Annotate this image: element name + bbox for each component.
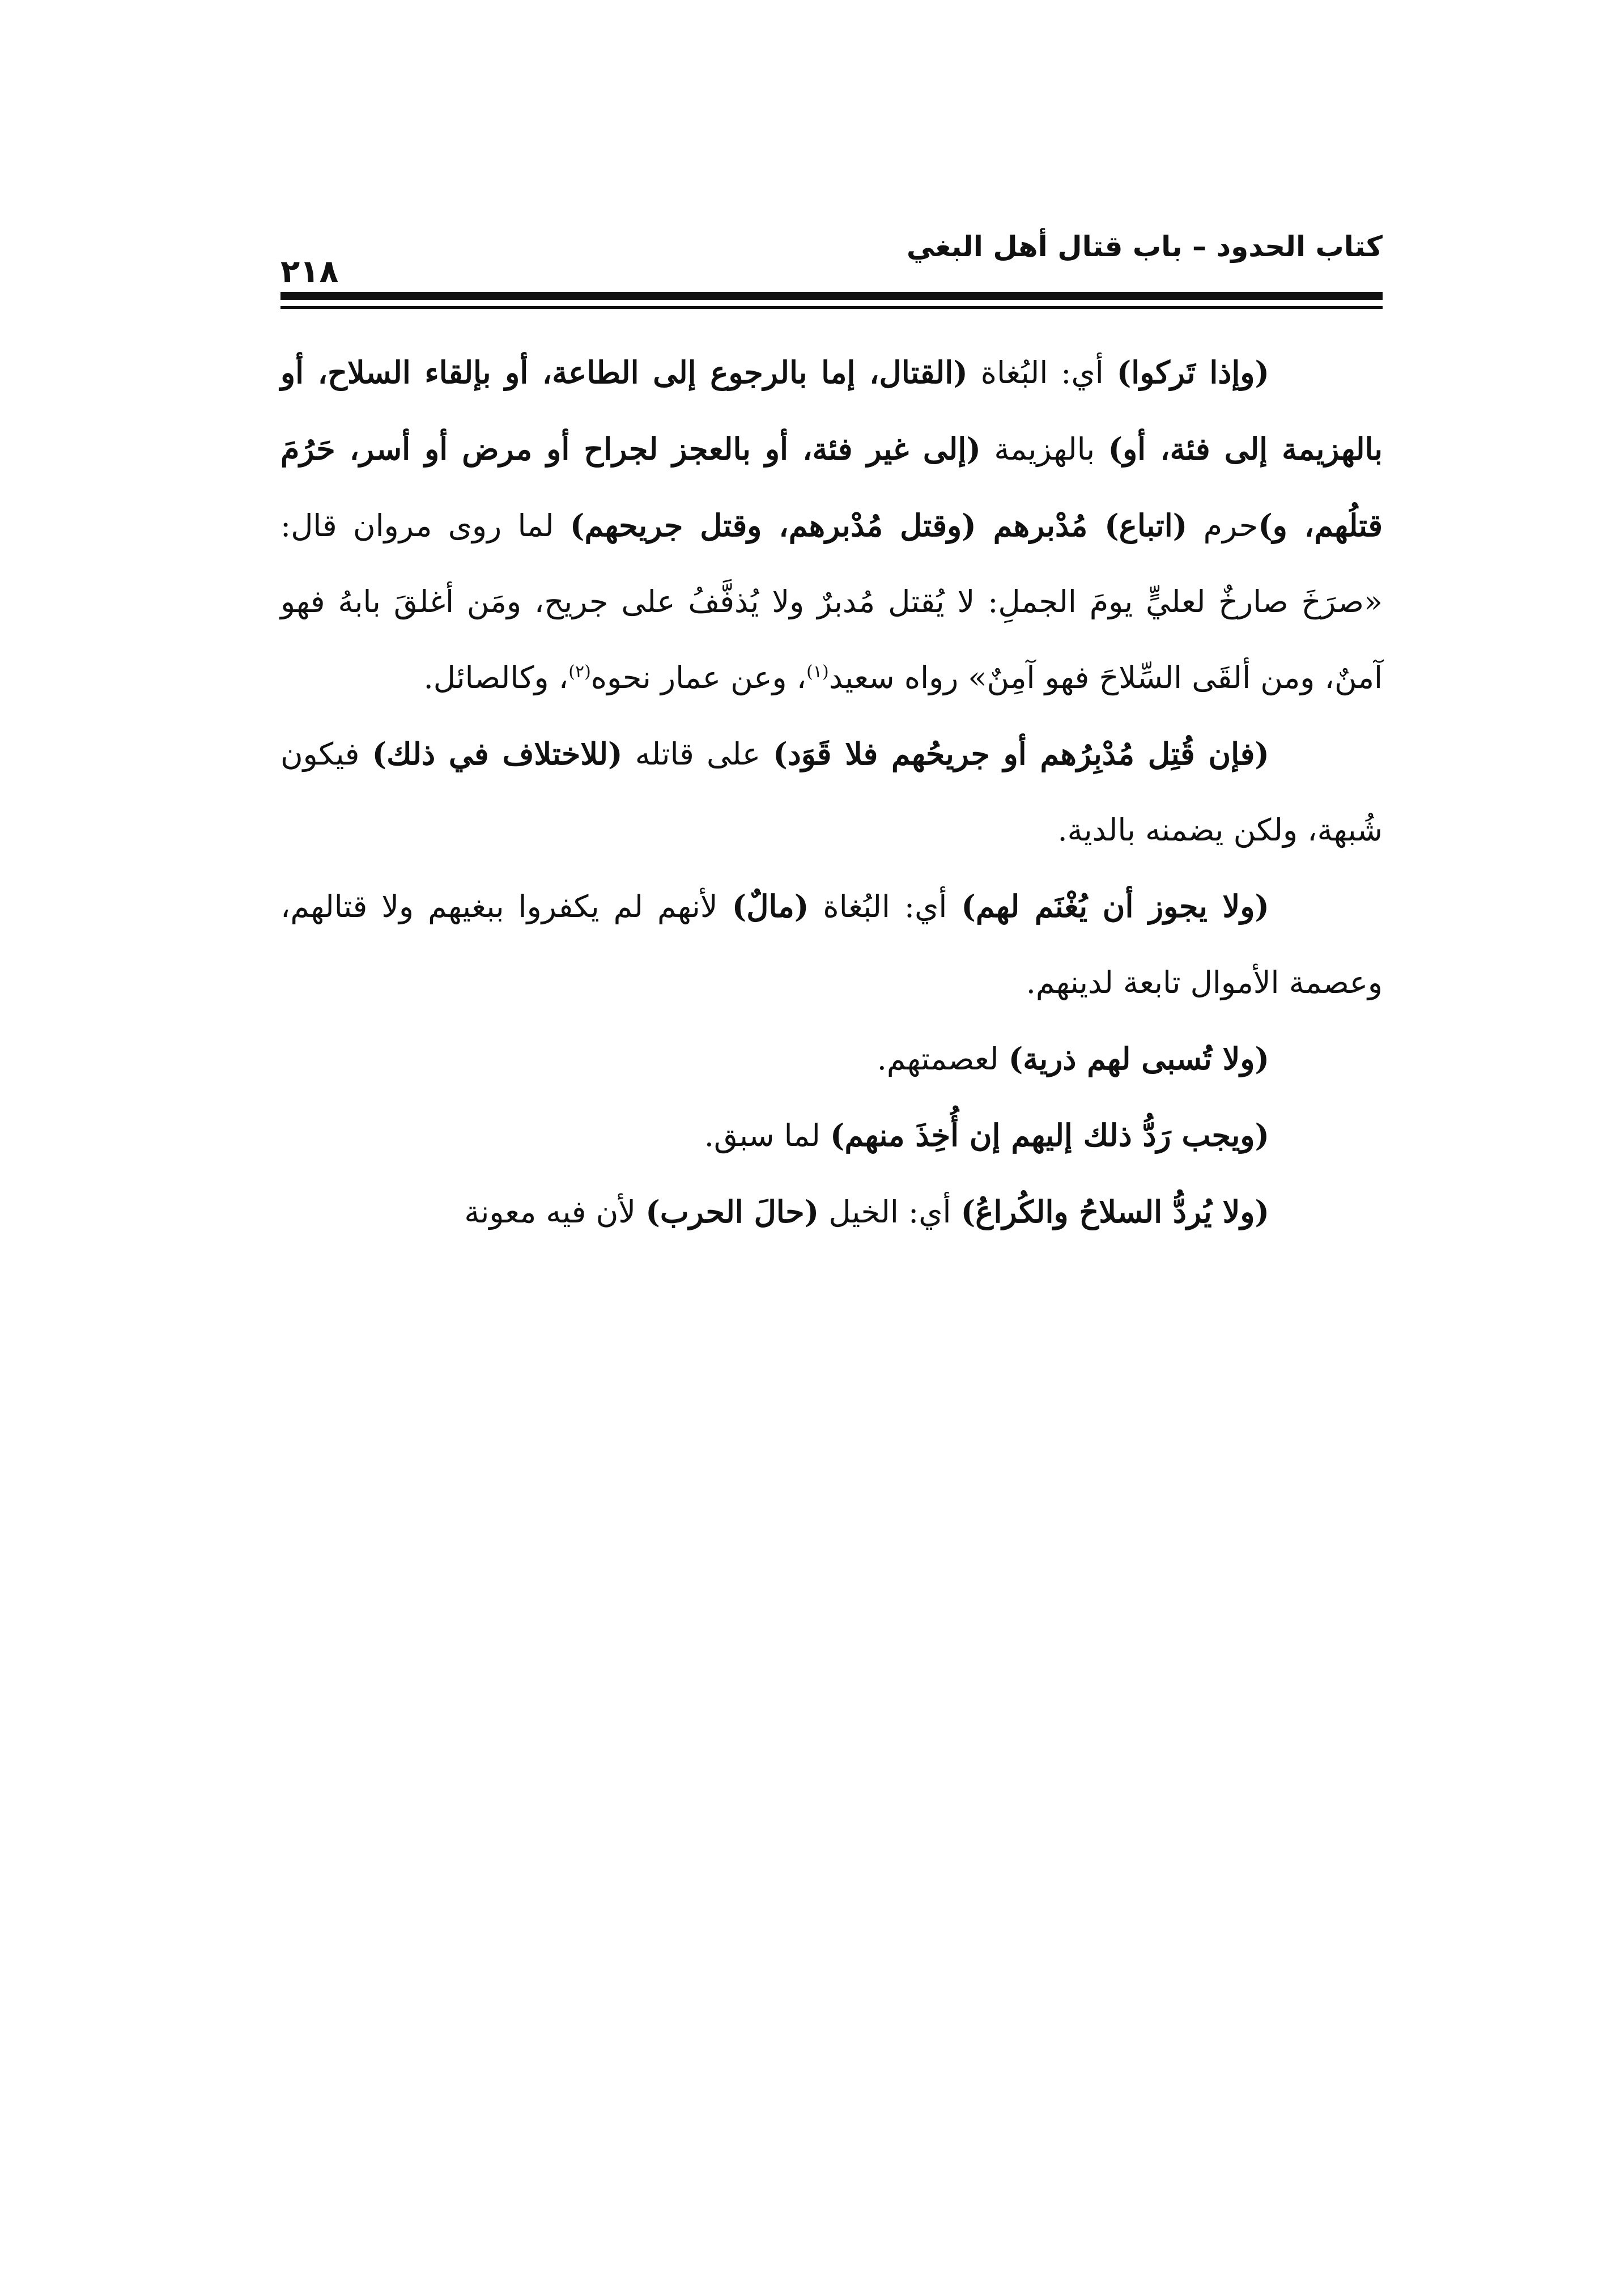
- page-number: ٢١٨: [280, 253, 339, 290]
- matn-text: (إلى غير فئة، أو بالعجز لجراح أو مرض أو أسر، حَرُمَ قتلُهم، و): [280, 431, 1383, 543]
- matn-text: (القتال، إما بالرجوع إلى الطاعة، أو بإلقاء السلاح، أو بالهزيمة إلى فئة، أو): [280, 354, 1383, 467]
- commentary-text: بالهزيمة: [980, 431, 1108, 467]
- matn-text: (مالٌ): [732, 888, 809, 924]
- commentary-text: لأنهم لم يكفروا ببغيهم ولا قتالهم، وعصمة الأموال تابعة لدينهم.: [280, 889, 1383, 1000]
- header-rule-thick: [280, 292, 1383, 300]
- running-title: كتاب الحدود – باب قتال أهل البغي: [906, 230, 1383, 263]
- commentary-text: لما روى مروان قال: «صرَخَ صارخٌ لعليٍّ يومَ الجملِ: لا يُقتل مُدبرٌ ولا يُذفَّفُ على جريح، ومَن أغلقَ بابهُ فهو آمنٌ، ومن ألقَى السِّلاحَ فهو آمِنٌ» رواه سعيد: [280, 508, 1383, 695]
- matn-text: (للاختلاف في ذلك): [372, 736, 623, 772]
- matn-text: (ولا يجوز أن يُغْنَم لهم): [961, 888, 1269, 924]
- commentary-text: على قاتله: [622, 736, 773, 772]
- commentary-text: حرم: [1187, 508, 1259, 543]
- commentary-text: لما سبق.: [704, 1118, 830, 1153]
- commentary-text: ، وعن عمار نحوه: [590, 660, 807, 695]
- paragraph: [280, 1021, 1383, 1097]
- commentary-text: أي: الخيل: [819, 1194, 961, 1230]
- commentary-text: لأن فيه معونة: [464, 1194, 646, 1230]
- commentary-text: لعصمتهم.: [877, 1041, 1009, 1077]
- matn-text: (حالَ الحرب): [645, 1194, 819, 1230]
- paragraph: [280, 1174, 1383, 1250]
- matn-text: (ولا يُردُّ السلاحُ والكُراعُ): [960, 1194, 1269, 1230]
- matn-text: (فإن قُتِل مُدْبِرُهم أو جريحُهم فلا قَوَد): [773, 736, 1269, 772]
- matn-text: (ويجب رَدُّ ذلك إليهم إن أُخِذَ منهم): [830, 1117, 1269, 1153]
- paragraph: [280, 1097, 1383, 1174]
- commentary-text: ، وكالصائل.: [423, 660, 569, 695]
- paragraph: [280, 716, 1383, 868]
- matn-text: (ولا تُسبى لهم ذرية): [1008, 1041, 1269, 1077]
- paragraph: [280, 334, 1383, 716]
- paragraph: [280, 868, 1383, 1021]
- header-rule-thin: [280, 306, 1383, 309]
- footnote-marker: (١): [806, 662, 829, 682]
- commentary-text: أي: البُغاة: [809, 889, 962, 924]
- body-text: [280, 334, 1383, 1250]
- matn-text: (وإذا تَركوا): [1116, 354, 1269, 390]
- footnote-marker: (٢): [568, 662, 591, 682]
- matn-text: (اتباع) مُدْبرهم (وقتل مُدْبرهم، وقتل جريحهم): [569, 507, 1188, 543]
- commentary-text: أي: البُغاة: [967, 355, 1117, 390]
- commentary-text: فيكون شُبهة، ولكن يضمنه بالدية.: [280, 736, 1383, 848]
